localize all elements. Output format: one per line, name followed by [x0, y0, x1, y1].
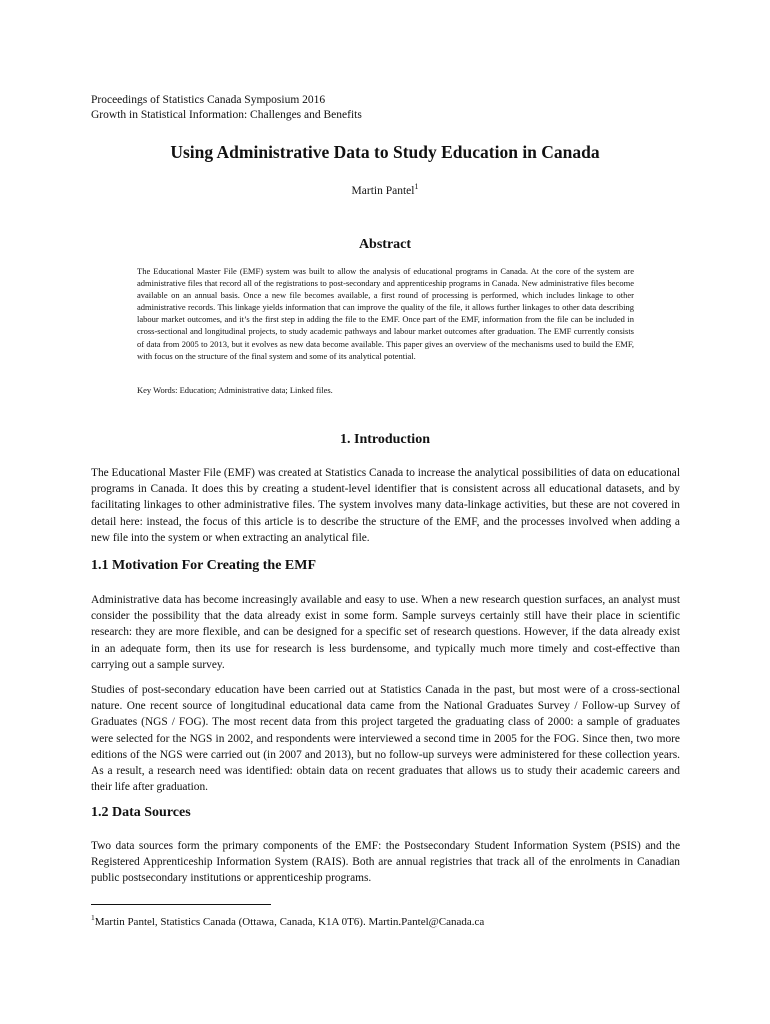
abstract-heading: Abstract [358, 237, 412, 252]
intro-paragraph: The Educational Master File (EMF) was created at Statistics Canada to increase the analytical possibilities of data on educational programs in Canada. It does this by creating a student-level identifier that is consistent across all educational datasets, and by facilitating linkages to other administrative files. The system involves many data-linkage activities, but these are not covered in detail here: instead, the focus of this article is to describe the structure of the EMF, and the processes involved when adding a new file into the system or when extracting an analytical file. [91, 467, 680, 544]
proceedings-header [91, 93, 362, 123]
footnote [91, 913, 484, 928]
data-sources-paragraph: Two data sources form the primary components of the EMF: the Postsecondary Student Information System (PSIS) and the Registered Apprenticeship Information System (RAIS). Both are annual registries that track all of the enrolments in Canadian public postsecondary institutions or apprenticeship programs. [91, 840, 680, 885]
proceedings-line-1: Proceedings of Statistics Canada Symposium 2016 [91, 94, 326, 106]
keywords-line: Key Words: Education; Administrative data; Linked files. [137, 385, 333, 395]
motivation-paragraph-1: Administrative data has become increasingly available and easy to use. When a new research question surfaces, an analyst must consider the possibility that the data already exist in some form. Sample surveys certainly still have their place in scientific research: they are more flexible, and can be designed for a specific set of research questions. However, if the data already exist in an adequate form, then its use for research is less burdensome, and typically much more timely and cost-effective than carrying out a sample survey. [91, 594, 680, 671]
author-name: Martin Pantel [351, 185, 415, 197]
abstract-text: The Educational Master File (EMF) system was built to allow the analysis of educational programs in Canada. At the core of the system are administrative files that record all of the registrations to post-secondary and apprenticeship programs in Canada. New administrative files become available on an annual basis. Once a new file becomes available, a first round of processing is performed, which includes linkage to other administrative records. This linkage yields information that can improve the quality of the file, it allows further linkages to other data describing labour market outcomes, and it’s the first step in adding the file to the EMF. Once part of the EMF, information from the file can be included in cross-sectional and longitudinal projects, to study academic pathways and labour market outcomes after graduation. The EMF currently consists of data from 2005 to 2013, but it evolves as new data become available. This paper gives an overview of the mechanisms used to build the EMF, with focus on the structure of the final system and some of its analytical potential. [137, 266, 634, 361]
motivation-paragraph-2: Studies of post-secondary education have been carried out at Statistics Canada in the past, but most were of a cross-sectional nature. One recent source of longitudinal educational data came from the National Graduates Survey / Follow-up Survey of Graduates (NGS / FOG). The most recent data from this project targeted the graduating class of 2000: a sample of graduates were selected for the NGS in 2002, and respondents were interviewed a second time in 2005 for the FOG. Since then, two more editions of the NGS were carried out (in 2007 and 2013), but no follow-up surveys were administered for these collection years. As a result, a research need was identified: obtain data on recent graduates that allows us to study their academic careers and their life after graduation. [91, 684, 680, 794]
footnote-divider [91, 904, 271, 905]
motivation-heading: 1.1 Motivation For Creating the EMF [91, 558, 317, 573]
proceedings-line-2: Growth in Statistical Information: Challenges and Benefits [91, 109, 362, 121]
data-sources-heading: 1.2 Data Sources [91, 805, 191, 820]
author-line [0, 182, 770, 197]
author-footnote-mark: 1 [414, 182, 419, 191]
paper-title: Using Administrative Data to Study Education in Canada [170, 142, 600, 162]
intro-heading: 1. Introduction [340, 432, 430, 447]
footnote-mark: 1 [91, 913, 95, 922]
footnote-text: Martin Pantel, Statistics Canada (Ottawa, Canada, K1A 0T6). Martin.Pantel@Canada.ca [94, 916, 485, 928]
